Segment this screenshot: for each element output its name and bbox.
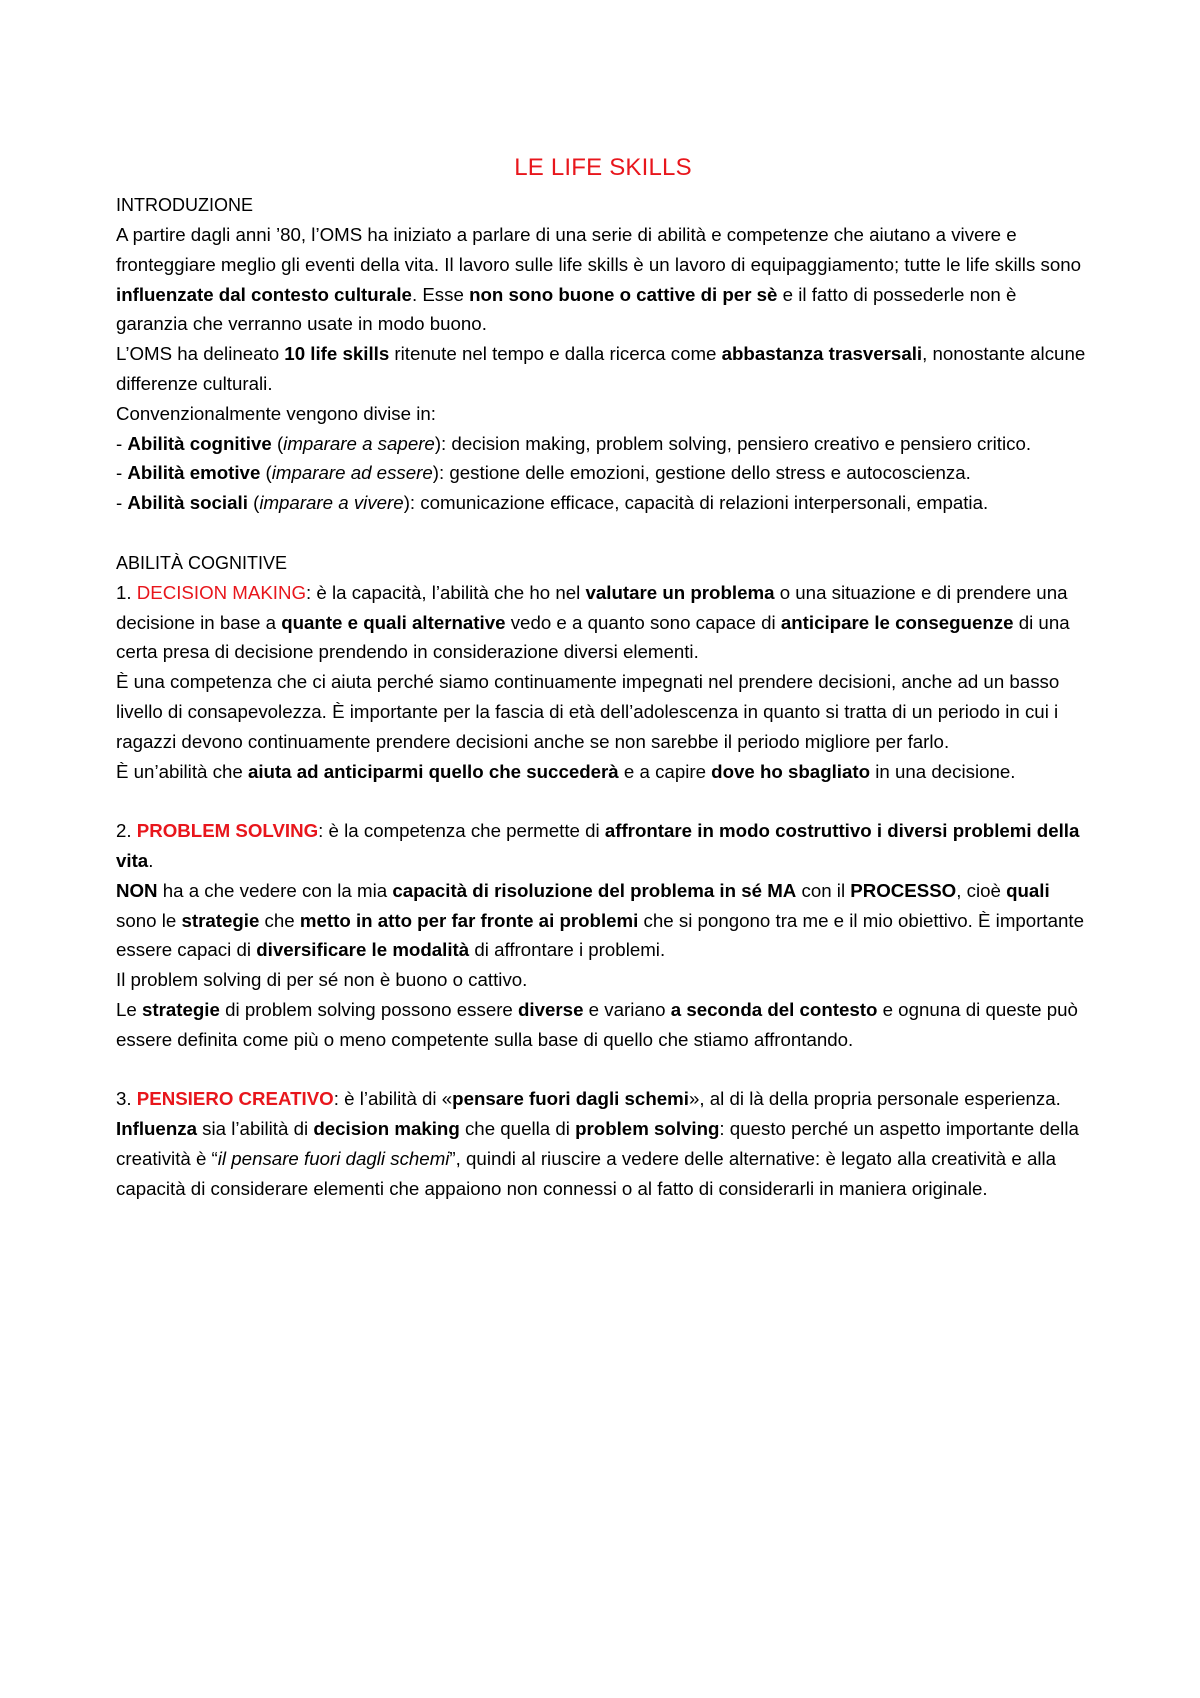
spacer — [116, 518, 1090, 548]
emphasized-text: NON — [116, 879, 158, 901]
spacer — [116, 1055, 1090, 1085]
emphasized-text: 10 life skills — [284, 343, 390, 365]
highlighted-term: DECISION MAKING — [136, 581, 307, 603]
emphasized-text: imparare a sapere — [283, 432, 435, 454]
decision-making-paragraph-2: È una competenza che ci aiuta perché siamo continuamente impegnati nel prendere decisioni, anche ad un basso livello di consapevolezza. È importante per la fascia di età dell’adolescenza in quanto si tratta di un periodo in cui i ragazzi devono continuamente prendere decisioni anche se non sarebbe il periodo migliore per farlo. — [116, 671, 1060, 752]
intro-list-item-emotive: - Abilità emotive (imparare ad essere): gestione delle emozioni, gestione dello stress e autocoscienza. — [116, 462, 971, 484]
section-heading-abilita-cognitive: ABILITÀ COGNITIVE — [116, 552, 288, 573]
emphasized-text: imparare a vivere — [259, 492, 404, 514]
spacer — [116, 786, 1090, 816]
emphasized-text: a seconda del contesto — [670, 998, 878, 1020]
highlighted-term: PENSIERO CREATIVO — [136, 1088, 334, 1110]
emphasized-text: abbastanza trasversali — [721, 343, 923, 365]
emphasized-text: anticipare le conseguenze — [780, 611, 1014, 633]
emphasized-text: pensare fuori dagli schemi — [452, 1088, 689, 1110]
emphasized-text: diversificare le modalità — [256, 939, 470, 961]
emphasized-text: Influenza — [116, 1118, 197, 1140]
emphasized-text: decision making — [313, 1118, 460, 1140]
emphasized-text: valutare un problema — [585, 581, 775, 603]
problem-solving-paragraph-2: NON ha a che vedere con la mia capacità di risoluzione del problema in sé MA con il PROCESSO, cioè quali sono le strategie che metto in atto per far fronte ai problemi che si pongono tra me e il mio obiettivo. È importante essere capaci di diversificare le modalità di affrontare i problemi. — [116, 879, 1084, 961]
intro-paragraph-3: Convenzionalmente vengono divise in: — [116, 402, 436, 424]
emphasized-text: capacità di risoluzione del problema in sé — [392, 879, 763, 901]
intro-list-item-sociali: - Abilità sociali (imparare a vivere): comunicazione efficace, capacità di relazioni interpersonali, empatia. — [116, 492, 989, 514]
problem-solving-paragraph-1: 2. PROBLEM SOLVING: è la competenza che permette di affrontare in modo costruttivo i diversi problemi della vita. — [116, 820, 1080, 871]
intro-list-item-cognitive: - Abilità cognitive (imparare a sapere): decision making, problem solving, pensiero creativo e pensiero critico. — [116, 432, 1032, 454]
emphasized-text: imparare ad essere — [271, 462, 433, 484]
emphasized-text: Abilità sociali — [127, 492, 248, 514]
problem-solving-paragraph-4: Le strategie di problem solving possono essere diverse e variano a seconda del contesto e ognuna di queste può essere definita come più o meno competente sulla base di quello che stiamo affrontando. — [116, 998, 1078, 1050]
emphasized-text: dove ho sbagliato — [711, 760, 871, 782]
intro-paragraph-2: L’OMS ha delineato 10 life skills ritenute nel tempo e dalla ricerca come abbastanza trasversali, nonostante alcune differenze culturali. — [116, 343, 1086, 394]
pensiero-creativo-paragraph: 3. PENSIERO CREATIVO: è l’abilità di «pensare fuori dagli schemi», al di là della propria personale esperienza. Influenza sia l’abilità di decision making che quella di problem solving: questo perché un aspetto importante della creatività è “il pensare fuori dagli schemi”, quindi al riuscire a vedere delle alternative: è legato alla creatività e alla capacità di considerare elementi che appaiono non connessi o al fatto di considerarli in maniera originale. — [116, 1088, 1079, 1199]
decision-making-paragraph-3: È un’abilità che aiuta ad anticiparmi quello che succederà e a capire dove ho sbagliato in una decisione. — [116, 760, 1016, 782]
emphasized-text: Abilità cognitive — [127, 432, 272, 454]
emphasized-text: quante e quali alternative — [281, 611, 506, 633]
emphasized-text: PROCESSO — [850, 879, 957, 901]
emphasized-text: Abilità emotive — [127, 462, 261, 484]
section-heading-introduzione: INTRODUZIONE — [116, 195, 253, 215]
problem-solving-paragraph-3: Il problem solving di per sé non è buono o cattivo. — [116, 969, 528, 991]
emphasized-text: influenzate dal contesto culturale — [116, 283, 412, 305]
emphasized-text: strategie — [181, 909, 260, 931]
emphasized-text: problem solving — [575, 1118, 720, 1140]
emphasized-text: MA — [767, 879, 797, 901]
emphasized-text: metto in atto per far fronte ai problemi — [299, 909, 639, 931]
page-title: LE LIFE SKILLS — [514, 154, 692, 181]
decision-making-paragraph-1: 1. DECISION MAKING: è la capacità, l’abilità che ho nel valutare un problema o una situazione e di prendere una decisione in base a quante e quali alternative vedo e a quanto sono capace di anticipare le conseguenze di una certa presa di decisione prendendo in considerazione diversi elementi. — [116, 581, 1070, 663]
emphasized-text: non sono buone o cattive di per sè — [469, 283, 778, 305]
highlighted-term: PROBLEM SOLVING — [136, 820, 319, 842]
emphasized-text: aiuta ad anticiparmi quello che succederà — [247, 760, 619, 782]
emphasized-text: affrontare in modo costruttivo i diversi problemi della vita — [116, 820, 1080, 871]
intro-paragraph-1: A partire dagli anni ’80, l’OMS ha iniziato a parlare di una serie di abilità e competenze che aiutano a vivere e fronteggiare meglio gli eventi della vita. Il lavoro sulle life skills è un lavoro di equipaggiamento; tutte le life skills sono influenzate dal contesto culturale. Esse non sono buone o cattive di per sè e il fatto di possederle non è garanzia che verranno usate in modo buono. — [116, 224, 1081, 335]
emphasized-text: quali — [1006, 879, 1050, 901]
emphasized-text: il pensare fuori dagli schemi — [217, 1147, 450, 1169]
emphasized-text: diverse — [518, 998, 584, 1020]
emphasized-text: strategie — [141, 998, 220, 1020]
